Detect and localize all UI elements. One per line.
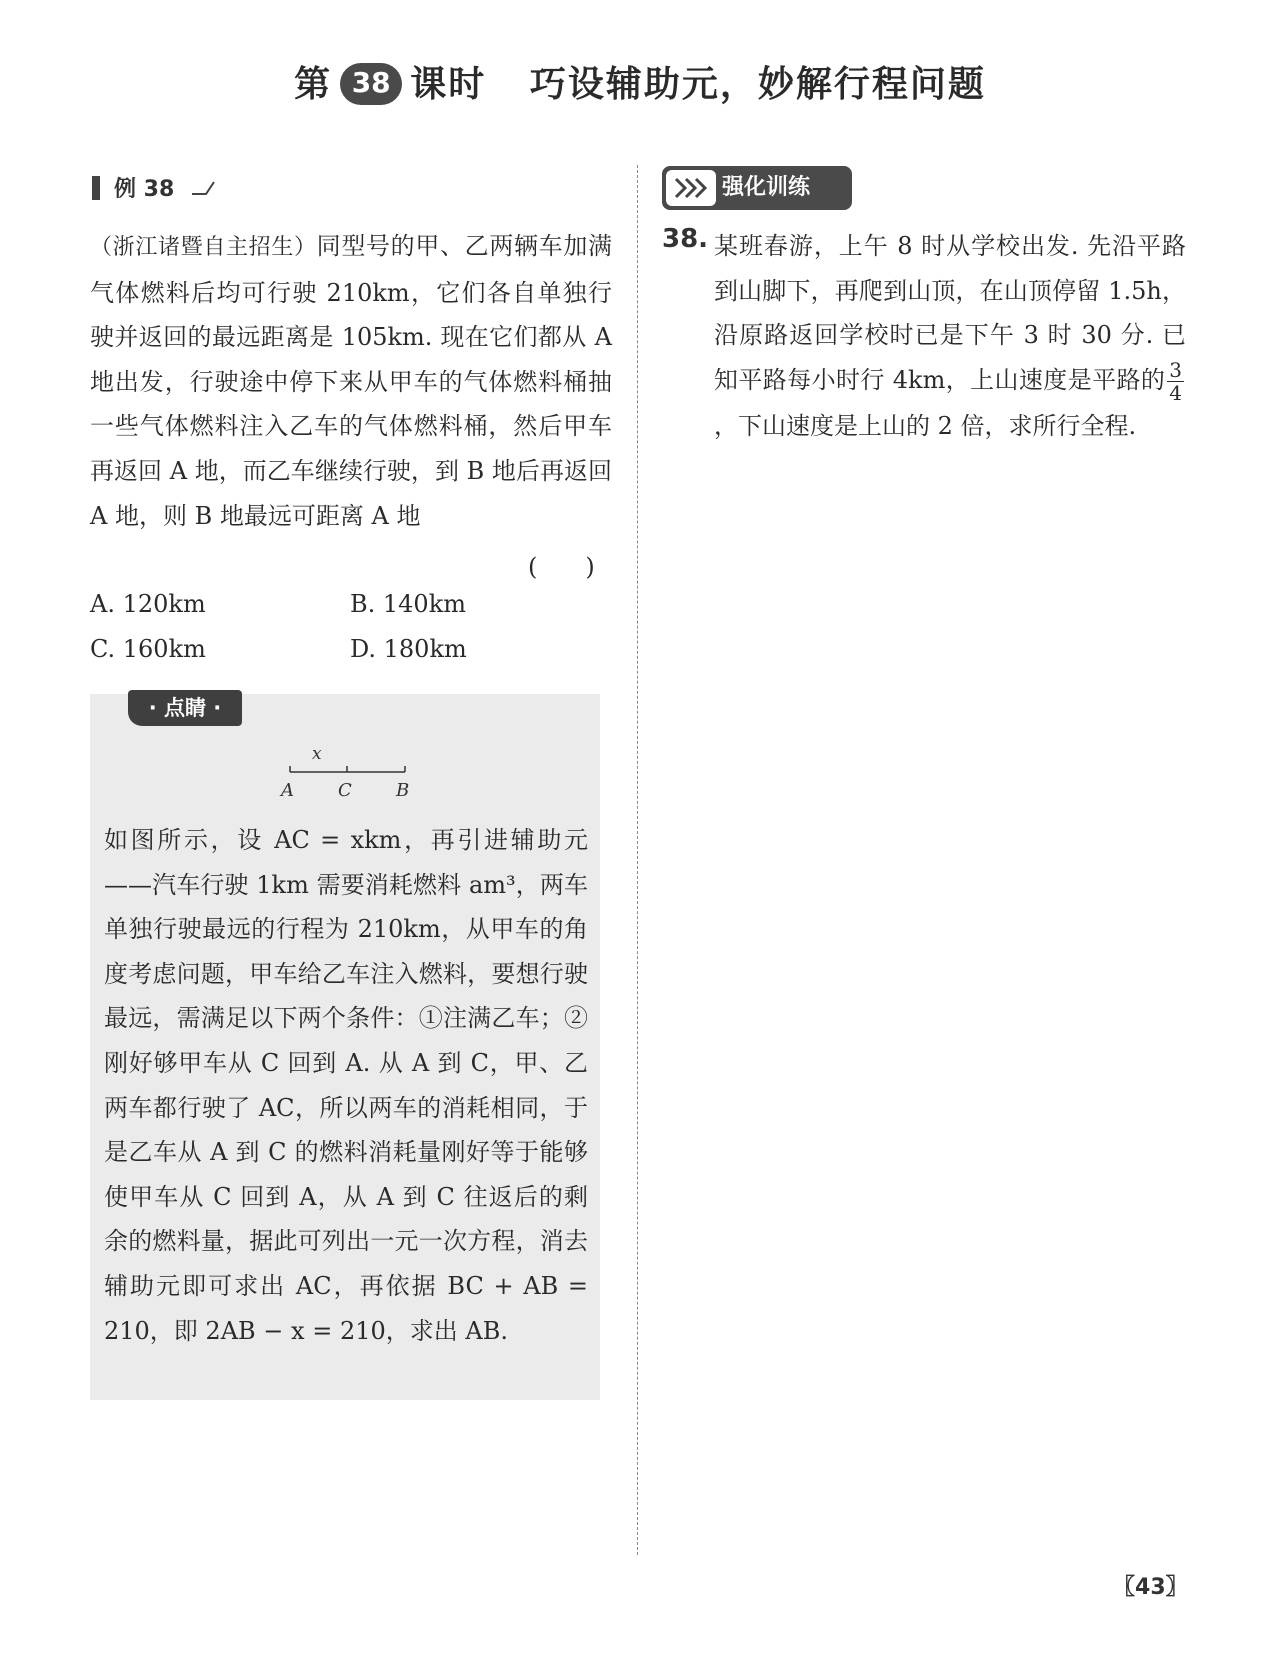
label-x: x xyxy=(312,744,322,764)
training-tag xyxy=(662,166,852,210)
page-title xyxy=(0,56,1280,107)
column-divider xyxy=(637,165,638,1555)
title-prefix: 第 xyxy=(294,64,333,105)
fraction-denominator: 4 xyxy=(1169,380,1182,405)
example-source: （浙江诸暨自主招生） xyxy=(90,235,317,260)
double-chevron-icon xyxy=(666,170,716,206)
label-b: B xyxy=(396,780,410,801)
training-tag-label: 强化训练 xyxy=(722,175,811,200)
question-text xyxy=(714,224,1186,448)
question-text-part1: 某班春游，上午 8 时从学校出发. 先沿平路到山脚下，再爬到山顶，在山顶停留 1.5h，沿原路返回学校时已是下午 3 时 30 分. 已知平路每小时行 4km，上山速度是平路的 xyxy=(714,232,1186,394)
page-number: 〖43〗 xyxy=(1113,1575,1188,1600)
hint-tag: · 点睛 · xyxy=(128,690,242,726)
question-number: 38. xyxy=(662,224,709,254)
example-problem xyxy=(90,224,612,538)
title-topic: 巧设辅助元，妙解行程问题 xyxy=(529,64,986,105)
option-d: D. 180km xyxy=(350,635,467,663)
option-c: C. 160km xyxy=(90,635,206,663)
page-number-value: 43 xyxy=(1135,1575,1166,1600)
title-middle: 课时 xyxy=(410,64,487,105)
answer-parentheses: ( ) xyxy=(528,553,595,581)
label-c: C xyxy=(338,780,352,801)
example-text: 同型号的甲、乙两辆车加满气体燃料后均可行驶 210km，它们各自单独行驶并返回的最远距离是 105km. 现在它们都从 A 地出发，行驶途中停下来从甲车的气体燃料桶抽一些气体燃料注入乙车的气体燃料桶，然后甲车再返回 A 地，而乙车继续行驶，到 B 地后再返回 A 地，则 B 地最远可距离 A 地 xyxy=(90,232,612,530)
example-marker-bar xyxy=(92,176,100,200)
pen-stroke-icon xyxy=(192,180,216,196)
fraction xyxy=(1167,359,1184,404)
option-b: B. 140km xyxy=(350,590,467,618)
segment-diagram xyxy=(275,744,425,804)
label-a: A xyxy=(281,780,294,801)
example-label xyxy=(92,172,174,203)
example-label-text: 例 38 xyxy=(114,177,175,202)
hint-text: 如图所示，设 AC = xkm，再引进辅助元——汽车行驶 1km 需要消耗燃料 am³，两车单独行驶最远的行程为 210km，从甲车的角度考虑问题，甲车给乙车注入燃料，要想行驶最远，需满足以下两个条件：①注满乙车；②刚好够甲车从 C 回到 A. 从 A 到 C，甲、乙两车都行驶了 AC，所以两车的消耗相同，于是乙车从 A 到 C 的燃料消耗量刚好等于能够使甲车从 C 回到 A，从 A 到 C 往返后的剩余的燃料量，据此可列出一元一次方程，消去辅助元即可求出 AC，再依据 BC + AB = 210，即 2AB − x = 210，求出 AB. xyxy=(104,826,588,1345)
option-a: A. 120km xyxy=(90,590,206,618)
fraction-numerator: 3 xyxy=(1169,357,1182,382)
lesson-number-badge: 38 xyxy=(340,63,402,105)
question-text-part2: ，下山速度是上山的 2 倍，求所行全程. xyxy=(714,411,1137,440)
